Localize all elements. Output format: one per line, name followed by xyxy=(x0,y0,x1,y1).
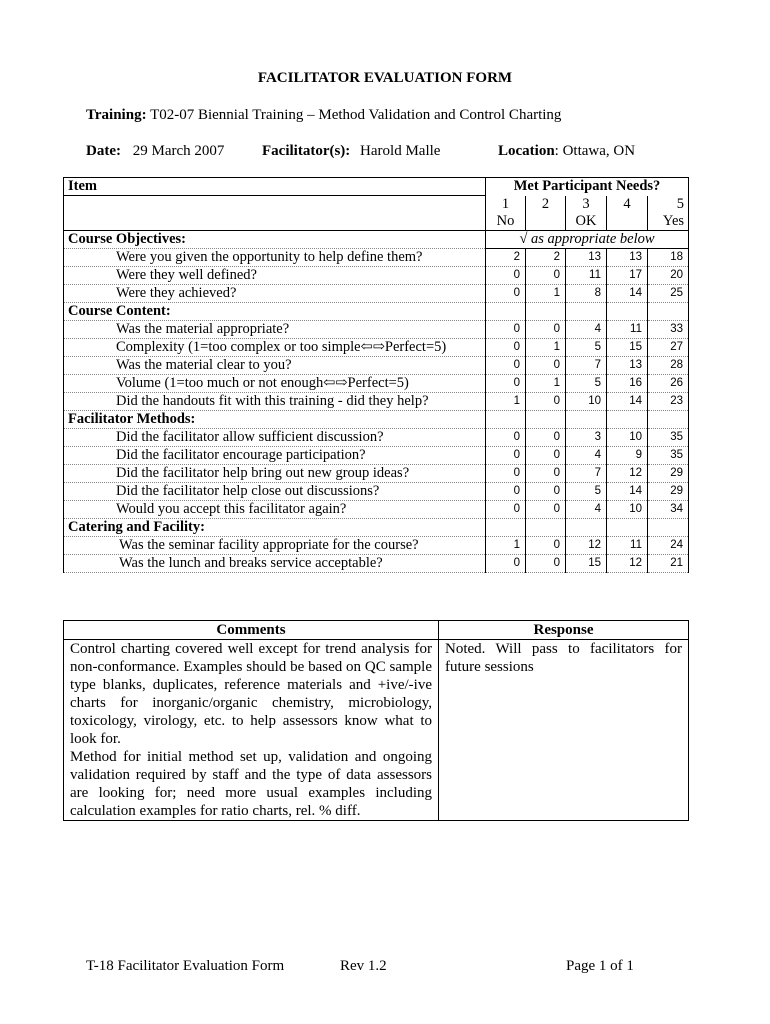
response-count: 27 xyxy=(648,339,689,357)
footer-page: Page 1 of 1 xyxy=(566,958,634,974)
response-count: 0 xyxy=(526,465,566,483)
response-count: 0 xyxy=(526,267,566,285)
question-row xyxy=(64,447,689,465)
empty-count-cell xyxy=(607,411,648,429)
response-count: 13 xyxy=(607,357,648,375)
question-row xyxy=(64,357,689,375)
comments-body-row xyxy=(64,640,689,821)
footer-form-name: T-18 Facilitator Evaluation Form xyxy=(86,958,285,974)
section-title: Course Content: xyxy=(64,303,486,321)
question-text: Did the facilitator allow sufficient discussion? xyxy=(64,429,486,447)
question-row xyxy=(64,537,689,555)
response-count: 15 xyxy=(566,555,607,573)
footer-revision: Rev 1.2 xyxy=(340,958,387,974)
response-count: 25 xyxy=(648,285,689,303)
comment-paragraph: Control charting covered well except for trend analysis for non-conformance. Examples should be based on QC sample type blanks, duplicates, reference materials and +ive/-ive charts for inorganic/organic chemistry, microbiology, toxicology, virology, etc. to help assessors know what to look for. xyxy=(70,641,432,747)
response-header: Response xyxy=(439,621,689,640)
response-count: 7 xyxy=(566,357,607,375)
response-count: 14 xyxy=(607,393,648,411)
question-text: Volume (1=too much or not enough⇦⇨Perfect=5) xyxy=(64,375,486,393)
empty-count-cell xyxy=(486,303,526,321)
empty-count-cell xyxy=(486,519,526,537)
response-count: 5 xyxy=(566,339,607,357)
response-count: 8 xyxy=(566,285,607,303)
scale-number-row xyxy=(64,196,689,214)
response-count: 1 xyxy=(526,339,566,357)
comment-paragraph: Method for initial method set up, validation and ongoing validation required by staff and the type of data assessors are looking for; need more usual examples including calculation examples for ratio charts, rel. % diff. xyxy=(70,749,432,819)
response-count: 28 xyxy=(648,357,689,375)
question-text: Was the lunch and breaks service acceptable? xyxy=(64,555,486,573)
question-row xyxy=(64,483,689,501)
training-value: T02-07 Biennial Training – Method Validation and Control Charting xyxy=(150,107,562,123)
response-count: 0 xyxy=(486,465,526,483)
response-count: 26 xyxy=(648,375,689,393)
empty-count-cell xyxy=(526,519,566,537)
facilitator-line xyxy=(262,143,440,160)
empty-count-cell xyxy=(566,411,607,429)
response-count: 16 xyxy=(607,375,648,393)
scale-3: 3 xyxy=(566,196,607,214)
comment-cell xyxy=(64,640,439,821)
response-count: 29 xyxy=(648,465,689,483)
question-row xyxy=(64,321,689,339)
question-row xyxy=(64,339,689,357)
response-count: 21 xyxy=(648,555,689,573)
response-count: 14 xyxy=(607,285,648,303)
response-count: 20 xyxy=(648,267,689,285)
needs-header: Met Participant Needs? xyxy=(486,178,689,196)
section-title: Course Objectives: xyxy=(64,231,486,249)
response-count: 0 xyxy=(486,375,526,393)
training-line xyxy=(86,107,561,124)
response-count: 35 xyxy=(648,429,689,447)
response-count: 0 xyxy=(526,555,566,573)
response-count: 0 xyxy=(526,393,566,411)
location-line xyxy=(498,143,635,160)
response-count: 23 xyxy=(648,393,689,411)
response-count: 7 xyxy=(566,465,607,483)
question-row xyxy=(64,267,689,285)
response-count: 14 xyxy=(607,483,648,501)
response-count: 13 xyxy=(566,249,607,267)
response-count: 5 xyxy=(566,483,607,501)
question-row xyxy=(64,393,689,411)
question-row xyxy=(64,555,689,573)
scale-4: 4 xyxy=(607,196,648,214)
empty-count-cell xyxy=(566,519,607,537)
question-row xyxy=(64,465,689,483)
section-row xyxy=(64,303,689,321)
response-count: 0 xyxy=(486,555,526,573)
location-value: : Ottawa, ON xyxy=(554,143,636,159)
response-count: 1 xyxy=(486,393,526,411)
response-count: 10 xyxy=(607,501,648,519)
empty-count-cell xyxy=(648,411,689,429)
response-count: 12 xyxy=(607,555,648,573)
question-text: Were they well defined? xyxy=(64,267,486,285)
response-count: 9 xyxy=(607,447,648,465)
question-text: Was the material appropriate? xyxy=(64,321,486,339)
section-title: Facilitator Methods: xyxy=(64,411,486,429)
ratings-header-row xyxy=(64,178,689,196)
response-count: 0 xyxy=(486,429,526,447)
facilitator-label: Facilitator(s): xyxy=(262,143,351,159)
item-header: Item xyxy=(64,178,486,196)
question-row xyxy=(64,501,689,519)
response-count: 0 xyxy=(526,483,566,501)
response-count: 35 xyxy=(648,447,689,465)
question-row xyxy=(64,285,689,303)
empty-count-cell xyxy=(607,519,648,537)
question-text: Complexity (1=too complex or too simple⇦⇨Perfect=5) xyxy=(64,339,486,357)
response-count: 5 xyxy=(566,375,607,393)
comments-header: Comments xyxy=(64,621,439,640)
empty-count-cell xyxy=(566,303,607,321)
empty-count-cell xyxy=(648,303,689,321)
section-row xyxy=(64,519,689,537)
response-cell: Noted. Will pass to facilitators for future sessions xyxy=(439,640,689,821)
response-count: 33 xyxy=(648,321,689,339)
response-count: 0 xyxy=(486,285,526,303)
response-count: 0 xyxy=(486,447,526,465)
response-count: 4 xyxy=(566,321,607,339)
response-count: 0 xyxy=(526,357,566,375)
comments-table xyxy=(63,620,689,821)
question-row xyxy=(64,249,689,267)
empty-count-cell xyxy=(648,519,689,537)
response-count: 29 xyxy=(648,483,689,501)
comments-header-row xyxy=(64,621,689,640)
response-count: 24 xyxy=(648,537,689,555)
location-label: Location xyxy=(498,143,555,159)
response-count: 12 xyxy=(566,537,607,555)
response-count: 0 xyxy=(526,321,566,339)
response-count: 0 xyxy=(526,537,566,555)
response-count: 4 xyxy=(566,501,607,519)
response-count: 1 xyxy=(526,375,566,393)
response-count: 10 xyxy=(566,393,607,411)
scale-5: 5 xyxy=(648,196,689,214)
scale-label-yes: Yes xyxy=(648,213,689,231)
response-count: 17 xyxy=(607,267,648,285)
response-count: 13 xyxy=(607,249,648,267)
response-count: 10 xyxy=(607,429,648,447)
response-count: 3 xyxy=(566,429,607,447)
response-count: 15 xyxy=(607,339,648,357)
check-note: √ as appropriate below xyxy=(486,231,689,249)
question-text: Were they achieved? xyxy=(64,285,486,303)
response-count: 0 xyxy=(526,501,566,519)
response-count: 0 xyxy=(526,429,566,447)
response-count: 0 xyxy=(486,501,526,519)
section-title: Catering and Facility: xyxy=(64,519,486,537)
response-count: 18 xyxy=(648,249,689,267)
question-text: Were you given the opportunity to help define them? xyxy=(64,249,486,267)
response-count: 11 xyxy=(566,267,607,285)
empty-count-cell xyxy=(607,303,648,321)
empty-count-cell xyxy=(486,411,526,429)
response-count: 34 xyxy=(648,501,689,519)
scale-1: 1 xyxy=(486,196,526,214)
question-text: Would you accept this facilitator again? xyxy=(64,501,486,519)
date-label: Date: xyxy=(86,143,121,159)
question-text: Did the facilitator help close out discussions? xyxy=(64,483,486,501)
response-count: 2 xyxy=(526,249,566,267)
response-count: 4 xyxy=(566,447,607,465)
date-line xyxy=(86,143,224,160)
response-count: 0 xyxy=(526,447,566,465)
ratings-table xyxy=(63,177,689,573)
response-count: 1 xyxy=(526,285,566,303)
response-count: 11 xyxy=(607,537,648,555)
question-row xyxy=(64,375,689,393)
response-count: 11 xyxy=(607,321,648,339)
response-count: 0 xyxy=(486,357,526,375)
facilitator-value: Harold Malle xyxy=(360,143,441,159)
question-text: Did the facilitator help bring out new group ideas? xyxy=(64,465,486,483)
empty-count-cell xyxy=(526,411,566,429)
response-count: 2 xyxy=(486,249,526,267)
scale-label-row xyxy=(64,213,689,231)
section-row xyxy=(64,411,689,429)
training-label: Training: xyxy=(86,107,147,123)
question-text: Was the seminar facility appropriate for the course? xyxy=(64,537,486,555)
form-title: FACILITATOR EVALUATION FORM xyxy=(257,70,513,86)
response-count: 0 xyxy=(486,321,526,339)
response-count: 12 xyxy=(607,465,648,483)
scale-label-ok: OK xyxy=(566,213,607,231)
section-row xyxy=(64,231,689,249)
scale-label-no: No xyxy=(486,213,526,231)
response-count: 1 xyxy=(486,537,526,555)
question-text: Did the facilitator encourage participation? xyxy=(64,447,486,465)
question-text: Did the handouts fit with this training - did they help? xyxy=(64,393,486,411)
response-count: 0 xyxy=(486,339,526,357)
response-count: 0 xyxy=(486,267,526,285)
date-value: 29 March 2007 xyxy=(132,143,225,159)
response-count: 0 xyxy=(486,483,526,501)
question-row xyxy=(64,429,689,447)
question-text: Was the material clear to you? xyxy=(64,357,486,375)
scale-2: 2 xyxy=(526,196,566,214)
empty-count-cell xyxy=(526,303,566,321)
